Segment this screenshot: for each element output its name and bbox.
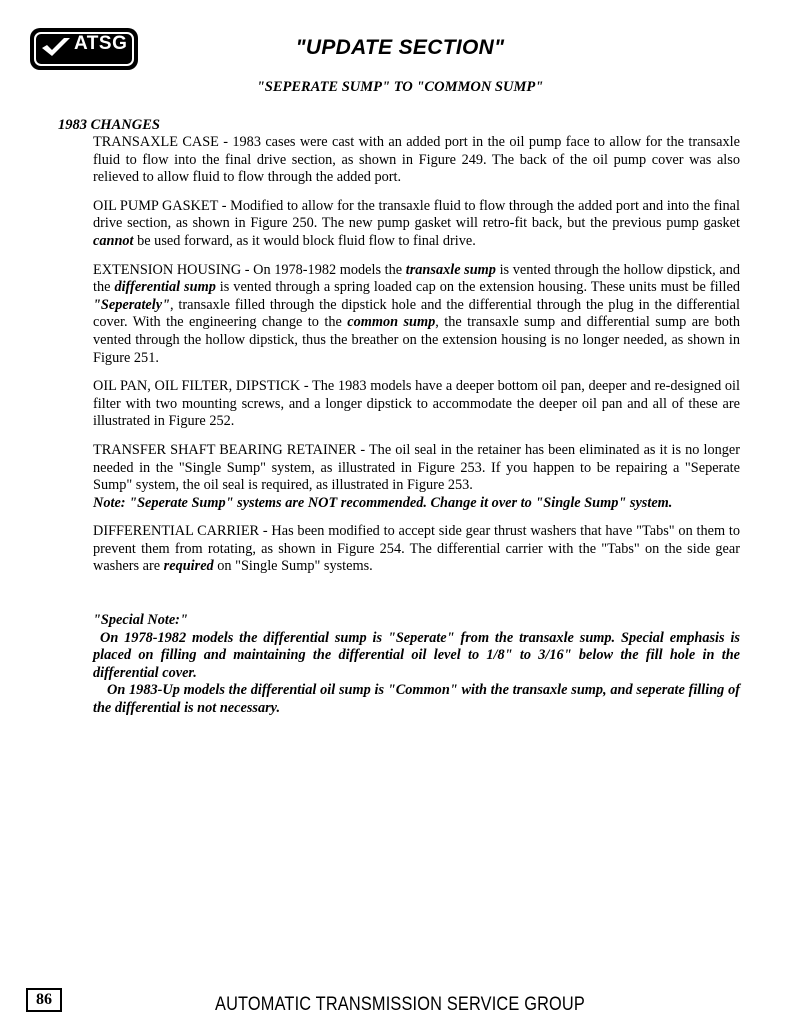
special-note-line-2: On 1983-Up models the differential oil sump is "Common" with the transaxle sump, and seperate filling of the differential is not necessary. [93,682,740,716]
paragraph-extension-housing: EXTENSION HOUSING - On 1978-1982 models the transaxle sump is vented through the hollow dipstick, and the differential sump is vented through a spring loaded cap on the extension housing. These units must be filled "Seperately", transaxle filled through the dipstick hole and the differential through the plug in the differential cover. With the engineering change to the common sump, the transaxle sump and differential sump are both vented through the hollow dipstick, thus the breather on the extension housing is no longer needed, as shown in Figure 251. [93,261,741,366]
paragraph-differential-carrier: DIFFERENTIAL CARRIER - Has been modified to accept side gear thrust washers that have "Tabs" on them to prevent them from rotating, as shown in Figure 254. The differential carrier with the "Tabs" on the side gear washers are required on "Single Sump" systems. [93,523,740,575]
section-heading: 1983 CHANGES [58,117,160,133]
page-subtitle: "SEPERATE SUMP" TO "COMMON SUMP" [256,79,544,95]
body-text [93,134,740,587]
special-note-title: "Special Note:" [93,612,188,628]
special-note [93,612,740,718]
special-note-line-1: On 1978-1982 models the differential sump is "Seperate" from the transaxle sump. Special emphasis is placed on filling and maintaining the differential oil level to 1/8" to 3/16" below the fill hole in the differential cover. [93,629,740,681]
logo-text: ATSG [74,33,128,54]
paragraph-transfer-shaft: TRANSFER SHAFT BEARING RETAINER - The oil seal in the retainer has been eliminated as it is no longer needed in the "Single Sump" system, as illustrated in Figure 253. If you happen to be repairing a "Seperate Sump" system, the oil seal is required, as illustrated in Figure 253. Note: "Seperate Sump" systems are NOT recommended. Change it over to "Single Sump" system. [93,441,740,511]
footer-org: AUTOMATIC TRANSMISSION SERVICE GROUP [215,994,585,1015]
page-title: "UPDATE SECTION" [295,36,505,59]
paragraph-transaxle-case: TRANSAXLE CASE - 1983 cases were cast with an added port in the oil pump face to allow for the transaxle fluid to flow into the final drive section, as shown in Figure 249. The back of the oil pump cover was also relieved to allow fluid to flow through the added port. [93,134,740,186]
note-line: Note: "Seperate Sump" systems are NOT recommended. Change it over to "Single Sump" system. [93,494,673,511]
page-number: 86 [26,988,62,1012]
paragraph-oil-pan: OIL PAN, OIL FILTER, DIPSTICK - The 1983 models have a deeper bottom oil pan, deeper and re-designed oil filter with two mounting screws, and a longer dipstick to accommodate the deeper oil pan and all of these are illustrated in Figure 252. [93,378,740,430]
paragraph-oil-pump-gasket: OIL PUMP GASKET - Modified to allow for the transaxle fluid to flow through the added port and into the final drive section, as shown in Figure 250. The new pump gasket will retro-fit back, but the previous pump gasket cannot be used forward, as it would block fluid flow to final drive. [93,197,740,249]
